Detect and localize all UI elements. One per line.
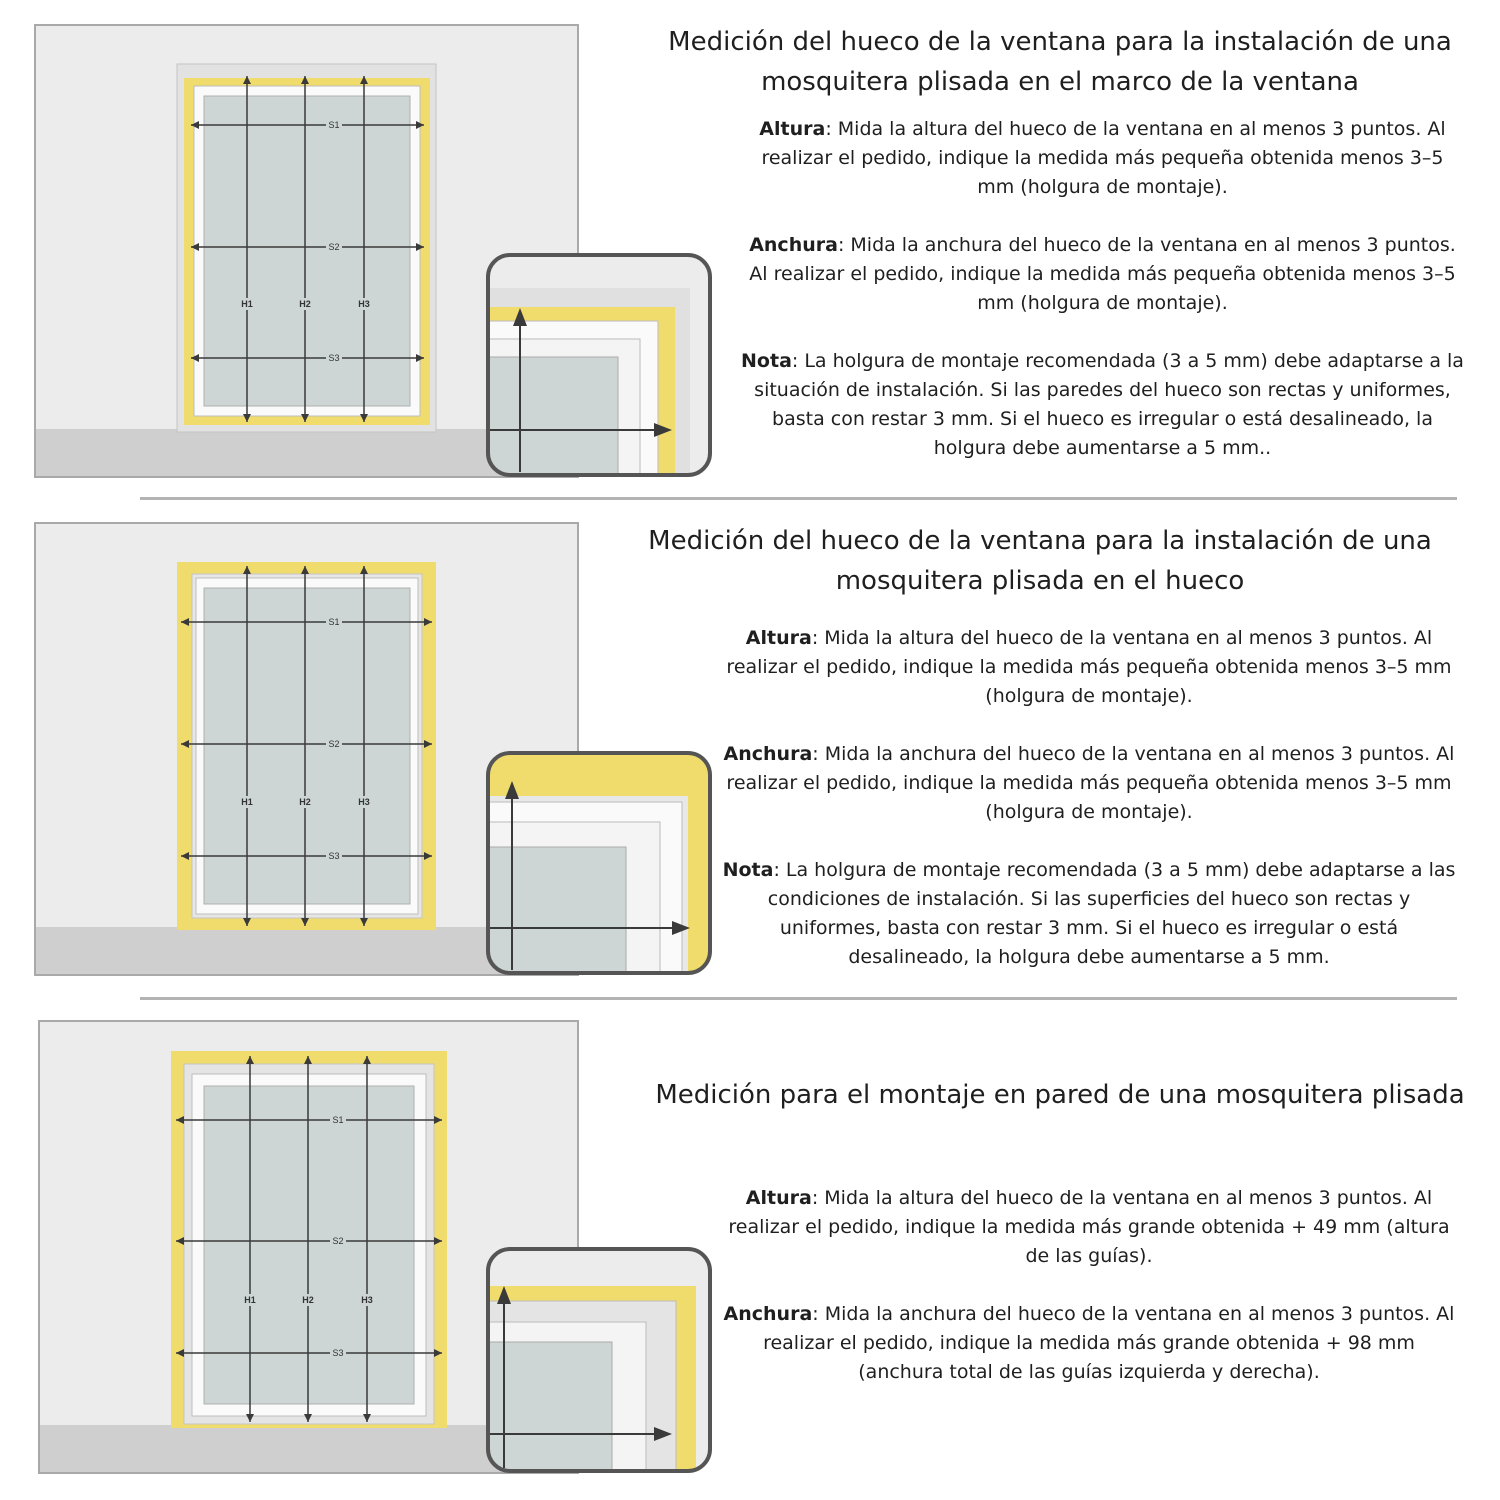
label-s3: S3 <box>328 353 340 363</box>
section-text <box>640 22 1480 102</box>
label-s1: S1 <box>332 1115 344 1125</box>
height-paragraph: Altura: Mida la altura del hueco de la ventana en al menos 3 puntos. Al realizar el pedido, indique la medida más pequeña obtenida menos 3–5 mm (holgura de montaje). <box>759 118 1446 198</box>
note-paragraph: Nota: La holgura de montaje recomendada (3 a 5 mm) debe adaptarse a la situación de instalación. Si las paredes del hueco son rectas y uniformes, basta con restar 3 mm. Si el hueco es irregular o está desalineado, la holgura debe aumentarse a 5 mm.. <box>741 350 1464 459</box>
label-s1: S1 <box>328 120 340 130</box>
label-s2: S2 <box>328 739 340 749</box>
width-paragraph: Anchura: Mida la anchura del hueco de la ventana en al menos 3 puntos. Al realizar el pedido, indique la medida más pequeña obtenida menos 3–5 mm (holgura de montaje). <box>749 234 1456 314</box>
label-h1: H1 <box>244 1295 256 1305</box>
section-body <box>720 1184 1458 1387</box>
wall-mount-illustration <box>38 1020 718 1480</box>
section-title: Medición para el montaje en pared de una mosquitera plisada <box>655 1080 1465 1110</box>
section-wall-mount <box>0 1000 1500 1500</box>
zoom-detail <box>488 1249 710 1471</box>
section-body <box>740 115 1465 463</box>
width-paragraph: Anchura: Mida la anchura del hueco de la ventana en al menos 3 puntos. Al realizar el pedido, indique la medida más grande obtenida + 98 mm (anchura total de las guías izquierda y derecha). <box>723 1303 1455 1383</box>
label-h1: H1 <box>241 299 253 309</box>
section-text <box>620 521 1460 601</box>
label-s3: S3 <box>328 851 340 861</box>
note-paragraph: Nota: La holgura de montaje recomendada (3 a 5 mm) debe adaptarse a las condiciones de instalación. Si las superficies del hueco son rectas y uniformes, basta con restar 3 mm. Si el hueco es irregular o está desalineado, la holgura debe aumentarse a 5 mm. <box>722 859 1456 968</box>
label-h3: H3 <box>361 1295 373 1305</box>
zoom-detail <box>488 753 710 973</box>
section-body <box>720 624 1458 972</box>
label-h2: H2 <box>302 1295 314 1305</box>
recess-mount-illustration <box>34 522 714 978</box>
label-h2: H2 <box>299 299 311 309</box>
label-s2: S2 <box>332 1236 344 1246</box>
section-text <box>630 1075 1490 1115</box>
frame-mount-illustration <box>34 24 714 480</box>
label-h1: H1 <box>241 797 253 807</box>
label-s1: S1 <box>328 617 340 627</box>
label-s3: S3 <box>332 1348 344 1358</box>
label-h3: H3 <box>358 299 370 309</box>
section-frame-mount <box>0 0 1500 500</box>
height-paragraph: Altura: Mida la altura del hueco de la ventana en al menos 3 puntos. Al realizar el pedido, indique la medida más pequeña obtenida menos 3–5 mm (holgura de montaje). <box>726 627 1452 707</box>
section-recess-mount <box>0 500 1500 1000</box>
label-h2: H2 <box>299 797 311 807</box>
width-paragraph: Anchura: Mida la anchura del hueco de la ventana en al menos 3 puntos. Al realizar el pedido, indique la medida más pequeña obtenida menos 3–5 mm (holgura de montaje). <box>723 743 1455 823</box>
section-title: Medición del hueco de la ventana para la instalación de una mosquitera plisada en el marco de la ventana <box>668 27 1452 97</box>
label-h3: H3 <box>358 797 370 807</box>
section-title: Medición del hueco de la ventana para la instalación de una mosquitera plisada en el hueco <box>648 526 1432 596</box>
zoom-detail <box>488 255 710 475</box>
height-paragraph: Altura: Mida la altura del hueco de la ventana en al menos 3 puntos. Al realizar el pedido, indique la medida más grande obtenida + 49 mm (altura de las guías). <box>728 1187 1450 1267</box>
label-s2: S2 <box>328 242 340 252</box>
